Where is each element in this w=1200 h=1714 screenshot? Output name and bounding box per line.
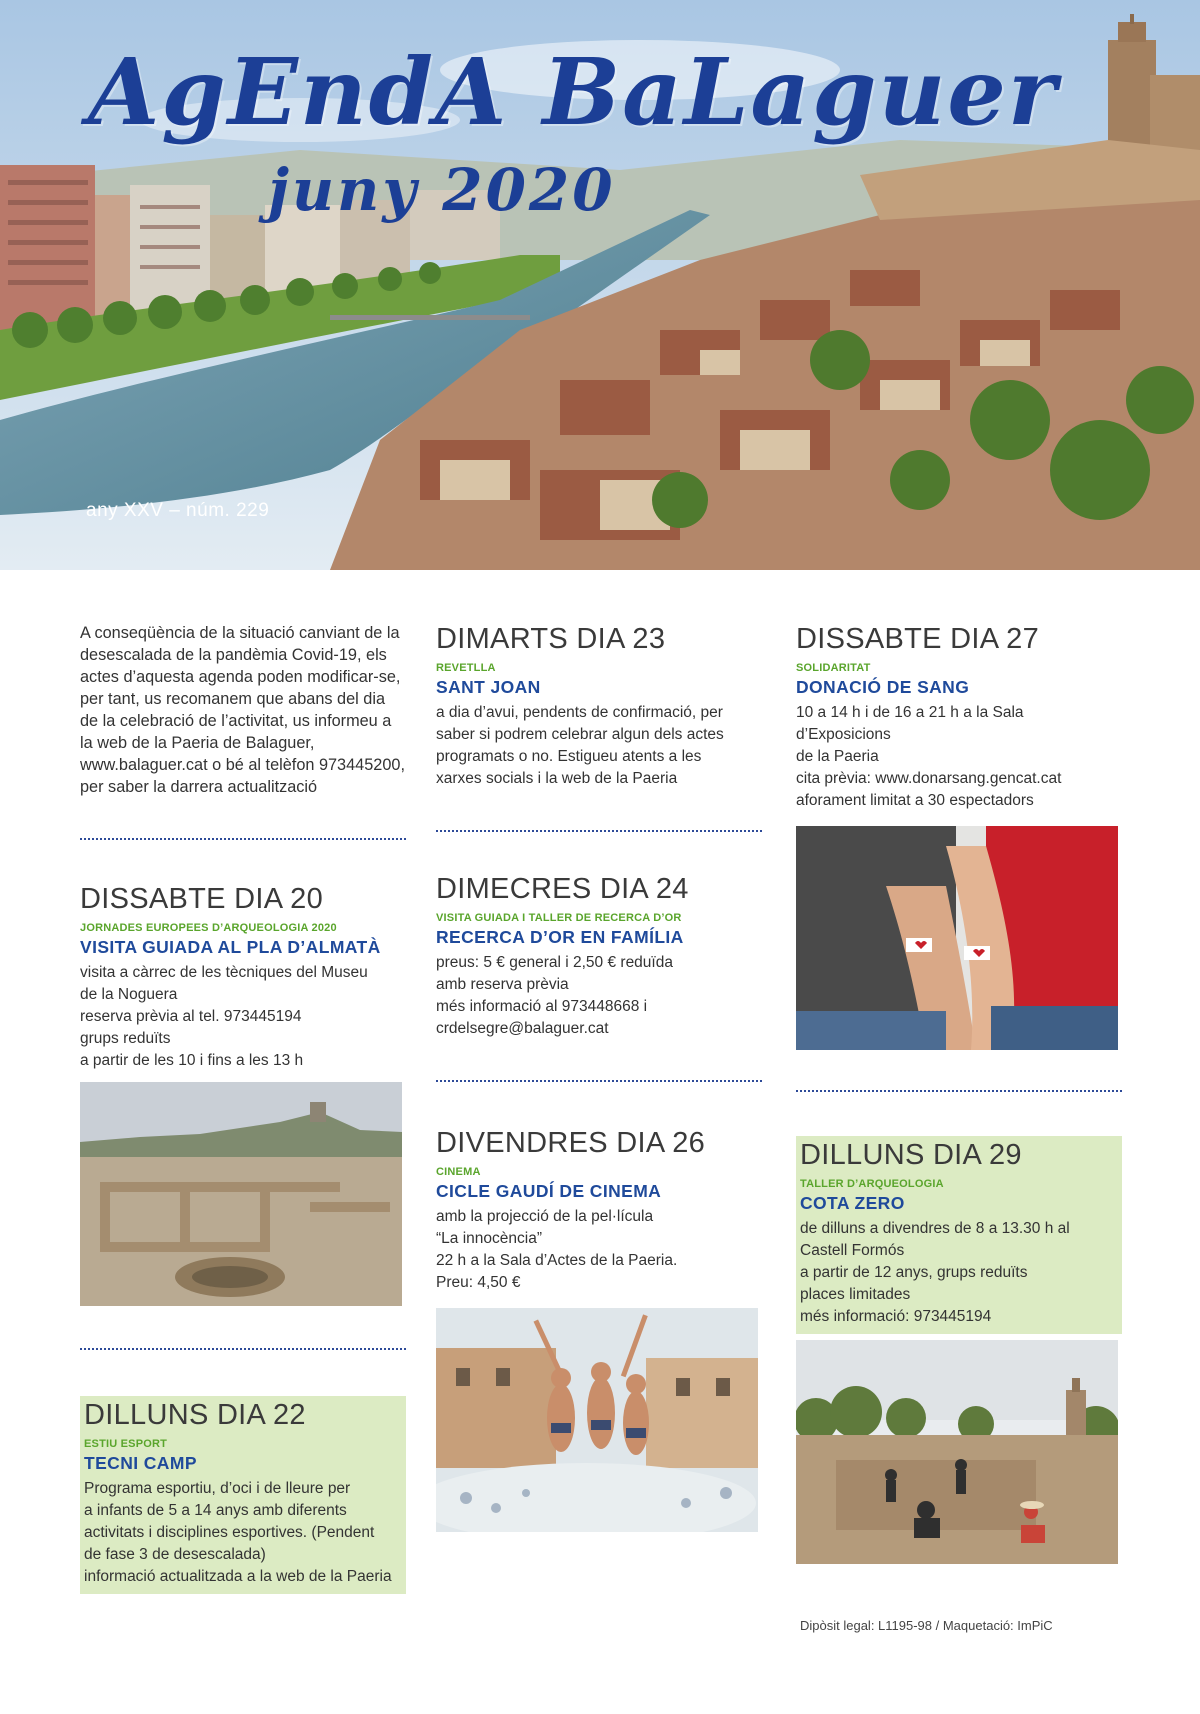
column-right: [796, 622, 1122, 1564]
event-line: Castell Formós: [800, 1242, 905, 1259]
event-day: DIVENDRES DIA 26: [436, 1127, 706, 1159]
event-category: CINEMA: [436, 1166, 481, 1178]
agenda-title: AgEndA BaLaguer: [88, 38, 1059, 146]
event-details: [84, 1478, 402, 1588]
event-line: més informació: 973445194: [800, 1308, 992, 1325]
event-name: TECNI CAMP: [84, 1453, 197, 1473]
event-dimarts-23: [436, 622, 762, 790]
photo-archaeological-ruins: [80, 1082, 402, 1306]
issue-number: any XXV – núm. 229: [86, 500, 270, 521]
event-line: reserva prèvia al tel. 973445194: [80, 1008, 302, 1025]
dotted-divider: [80, 838, 406, 840]
event-line: a partir de 12 anys, grups reduïts: [800, 1264, 1028, 1281]
event-dissabte-20: [80, 882, 406, 1072]
event-details: [800, 1218, 1118, 1328]
event-category: ESTIU ESPORT: [84, 1438, 168, 1450]
covid-notice: A conseqüència de la situació canviant de la desescalada de la pandèmia Covid-19, els actes d’aquesta agenda poden modificar-se, per tant, us recomanem que abans del dia de la celebració de l’activitat, us informeu a la web de la Paeria de Balaguer, www.balaguer.cat o bé al telèfon 973445200, per saber la darrera actualització: [80, 624, 405, 796]
event-line: a partir de les 10 i fins a les 13 h: [80, 1052, 304, 1069]
event-category: REVETLLA: [436, 662, 496, 674]
agenda-month: juny 2020: [268, 156, 616, 224]
event-category: JORNADES EUROPEES D’ARQUEOLOGIA 2020: [80, 922, 337, 934]
event-category: VISITA GUIADA I TALLER DE RECERCA D’OR: [436, 912, 682, 924]
event-line: 22 h a la Sala d’Actes de la Paeria.: [436, 1252, 678, 1269]
event-line: visita a càrrec de les tècniques del Museu: [80, 964, 368, 981]
event-dissabte-27: [796, 622, 1122, 812]
event-line: crdelsegre@balaguer.cat: [436, 1020, 609, 1037]
event-line: activitats i disciplines esportives. (Pendent: [84, 1524, 375, 1541]
event-line: “La innocència”: [436, 1230, 542, 1247]
event-line: cita prèvia: www.donarsang.gencat.cat: [796, 770, 1062, 787]
event-line: informació actualitzada a la web de la Paeria: [84, 1568, 392, 1585]
event-day: DIMARTS DIA 23: [436, 623, 666, 655]
dotted-divider: [436, 1080, 762, 1082]
event-name: CICLE GAUDÍ DE CINEMA: [436, 1181, 662, 1201]
event-details: [436, 952, 762, 1040]
event-line: amb reserva prèvia: [436, 976, 569, 993]
event-line: de dilluns a divendres de 8 a 13.30 h al: [800, 1220, 1070, 1237]
event-line: més informació al 973448668 i: [436, 998, 648, 1015]
event-line: de la Noguera: [80, 986, 178, 1003]
dotted-divider: [796, 1090, 1122, 1092]
event-name: RECERCA D’OR EN FAMÍLIA: [436, 927, 684, 947]
column-left: [80, 622, 406, 1594]
event-line: amb la projecció de la pel·lícula: [436, 1208, 654, 1225]
event-line: places limitades: [800, 1286, 911, 1303]
event-day: DISSABTE DIA 27: [796, 623, 1040, 655]
event-details: [436, 702, 762, 790]
event-line: Programa esportiu, d’oci i de lleure per: [84, 1480, 351, 1497]
event-category: TALLER D’ARQUEOLOGIA: [800, 1178, 944, 1190]
photo-blood-donation-arms: [796, 826, 1118, 1050]
legal-deposit-credit: Dipòsit legal: L1195-98 / Maquetació: ImPiC: [800, 1618, 1053, 1633]
event-day: DILLUNS DIA 22: [84, 1399, 306, 1431]
event-day: DIMECRES DIA 24: [436, 873, 689, 905]
dotted-divider: [80, 1348, 406, 1350]
event-dilluns-22: [80, 1396, 406, 1594]
hero-photo-balaguer: [0, 0, 1200, 570]
event-divendres-26: [436, 1126, 762, 1294]
photo-excavation-workshop: [796, 1340, 1118, 1564]
event-line: a infants de 5 a 14 anys amb diferents: [84, 1502, 347, 1519]
event-line: de la Paeria: [796, 748, 879, 765]
event-line: preus: 5 € general i 2,50 € reduïda: [436, 954, 673, 971]
event-day: DILLUNS DIA 29: [800, 1139, 1022, 1171]
event-category: SOLIDARITAT: [796, 662, 871, 674]
event-line: aforament limitat a 30 espectadors: [796, 792, 1034, 809]
event-dilluns-29: [796, 1136, 1122, 1334]
dotted-divider: [436, 830, 762, 832]
event-line: a dia d’avui, pendents de confirmació, per: [436, 704, 723, 721]
event-line: 10 a 14 h i de 16 a 21 h a la Sala d’Exposicions: [796, 704, 1024, 743]
event-dimecres-24: [436, 872, 762, 1040]
event-line: Preu: 4,50 €: [436, 1274, 521, 1291]
event-day: DISSABTE DIA 20: [80, 883, 324, 915]
event-name: COTA ZERO: [800, 1193, 905, 1213]
column-middle: [436, 622, 762, 1532]
photo-cinema-girls: [436, 1308, 758, 1532]
event-line: grups reduïts: [80, 1030, 171, 1047]
event-line: saber si podrem celebrar algun dels actes: [436, 726, 724, 743]
event-line: de fase 3 de desescalada): [84, 1546, 266, 1563]
event-details: [796, 702, 1122, 812]
event-line: xarxes socials i la web de la Paeria: [436, 770, 678, 787]
event-details: [80, 962, 406, 1072]
event-name: DONACIÓ DE SANG: [796, 677, 970, 697]
event-details: [436, 1206, 762, 1294]
event-name: VISITA GUIADA AL PLA D’ALMATÀ: [80, 937, 381, 957]
event-name: SANT JOAN: [436, 677, 541, 697]
event-line: programats o no. Estigueu atents a les: [436, 748, 702, 765]
